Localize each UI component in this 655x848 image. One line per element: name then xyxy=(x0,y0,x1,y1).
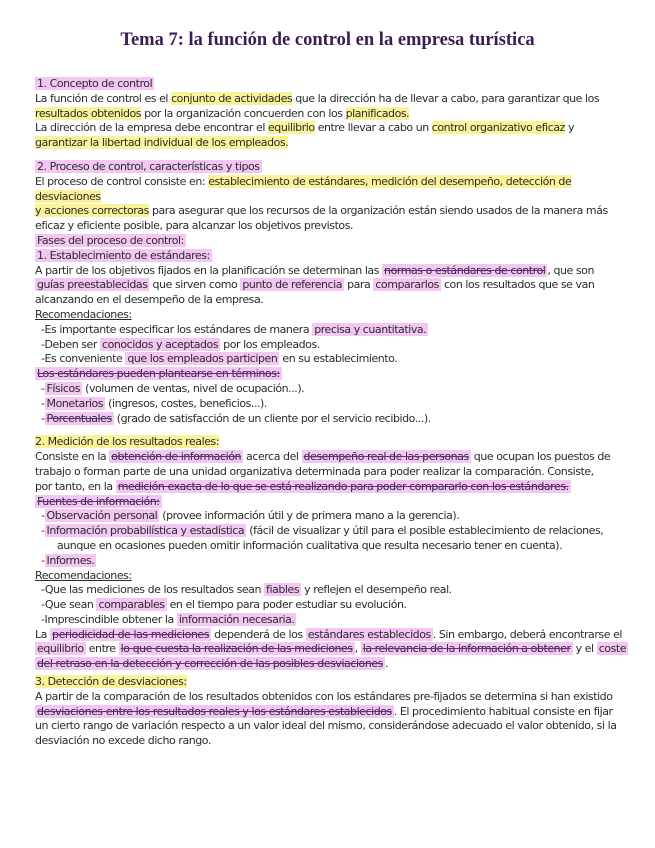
list-item: - Físicos (volumen de ventas, nivel de ocupación...). xyxy=(41,381,305,395)
terms-label: Los estándares pueden plantearse en términos: xyxy=(37,367,280,381)
phase-deteccion xyxy=(35,675,637,749)
paragraph-cont: y acciones correctoras para asegurar que los recursos de la organización están siendo usados de la manera más xyxy=(35,204,608,218)
paragraph-cont: desviaciones entre los resultados reales y los estándares establecidos . El procedimiento habitual consiste en fijar xyxy=(37,704,613,718)
phases-heading: Fases del proceso de control: xyxy=(37,233,184,247)
paragraph-cont: guías preestablecidas que sirven como punto de referencia para compararlos con los resultados que se van xyxy=(37,278,595,292)
section-proceso xyxy=(35,160,637,249)
recommendations-label: Recomendaciones: xyxy=(35,568,132,582)
section-heading: 2. Proceso de control, características y tipos xyxy=(37,159,260,173)
paragraph-cont: trabajo o forman parte de una unidad organizativa determinada para poder realizar la comparación. Consiste, xyxy=(35,464,594,478)
paragraph-cont: eficaz y eficiente posible, para alcanzar los objetivos previstos. xyxy=(35,219,354,233)
section-heading: 1. Concepto de control xyxy=(37,77,153,90)
paragraph: A partir de los objetivos fijados en la planificación se determinan las normas o estándares de control , que son xyxy=(35,263,594,277)
paragraph: El proceso de control consiste en: establecimiento de estándares, medición del desempeño, detección de desviaciones xyxy=(35,174,572,203)
phase-medicion xyxy=(35,435,637,672)
paragraph-cont: garantizar la libertad individual de los empleados. xyxy=(35,136,289,150)
list-item: -Imprescindible obtener la información necesaria. xyxy=(41,612,295,626)
phase-heading: 2. Medición de los resultados reales: xyxy=(35,435,220,449)
page-title: Tema 7: la función de control en la empresa turística xyxy=(120,30,535,50)
section-concepto xyxy=(35,77,637,151)
list-item: -Deben ser conocidos y aceptados por los empleados. xyxy=(41,337,320,351)
phase-establecimiento xyxy=(35,249,637,427)
paragraph-cont: resultados obtenidos por la organización concuerden con los planificados. xyxy=(35,106,410,120)
list-item: -Es conveniente que los empleados participen en su establecimiento. xyxy=(41,352,398,366)
paragraph: La periodicidad de las mediciones dependerá de los estándares establecidos . Sin embargo, deberá encontrarse el xyxy=(35,627,622,641)
paragraph-cont: desviación no excede dicho rango. xyxy=(35,734,211,748)
sources-label: Fuentes de información: xyxy=(37,494,160,508)
phase-heading: 1. Establecimiento de estándares: xyxy=(37,248,210,262)
paragraph: Consiste en la obtención de información acerca del desempeño real de las personas que ocupan los puestos de xyxy=(35,450,611,464)
list-item: - Monetarios (ingresos, costes, beneficios...). xyxy=(41,396,267,410)
list-item: -Que sean comparables en el tiempo para poder estudiar su evolución. xyxy=(41,598,407,612)
paragraph-cont: alcanzando en el desempeño de la empresa. xyxy=(35,293,264,307)
notes-content xyxy=(35,77,637,749)
paragraph-cont: por tanto, en la medición exacta de lo que se está realizando para poder compararlo con los estándares. xyxy=(35,479,569,493)
list-item: - Informes. xyxy=(41,553,95,567)
list-item: -Que las mediciones de los resultados sean fiables y reflejen el desempeño real. xyxy=(41,583,452,597)
list-item-cont: aunque en ocasiones pueden omitir información cualitativa que resulta necesario tener en cuenta). xyxy=(57,538,563,552)
list-item: - Observación personal (provee información útil y de primera mano a la gerencia). xyxy=(41,509,460,523)
paragraph-cont: un cierto rango de variación respecto a un valor ideal del mismo, considerándose adecuado el valor obtenido, si la xyxy=(35,719,617,733)
list-item: - Información probabilística y estadística (fácil de visualizar y útil para el posible establecimiento de relaciones, xyxy=(41,524,604,538)
phase-heading: 3. Detección de desviaciones: xyxy=(35,675,187,689)
list-item: -Es importante especificar los estándares de manera precisa y cuantitativa. xyxy=(41,322,427,336)
recommendations-label: Recomendaciones: xyxy=(35,307,132,321)
paragraph: La función de control es el conjunto de actividades que la dirección ha de llevar a cabo, para garantizar que los xyxy=(35,91,600,105)
paragraph-cont: equilibrio entre lo que cuesta la realización de las mediciones , la relevancia de la información a obtener y el coste xyxy=(37,642,627,656)
paragraph: La dirección de la empresa debe encontrar el equilibrio entre llevar a cabo un control organizativo eficaz y xyxy=(35,121,575,135)
paragraph: A partir de la comparación de los resultados obtenidos con los estándares pre-fijados se determina si han existido xyxy=(35,689,613,703)
list-item: - Porcentuales (grado de satisfacción de un cliente por el servicio recibido...). xyxy=(41,411,431,425)
paragraph-cont: del retraso en la detección y corrección de las posibles desviaciones . xyxy=(37,657,388,671)
